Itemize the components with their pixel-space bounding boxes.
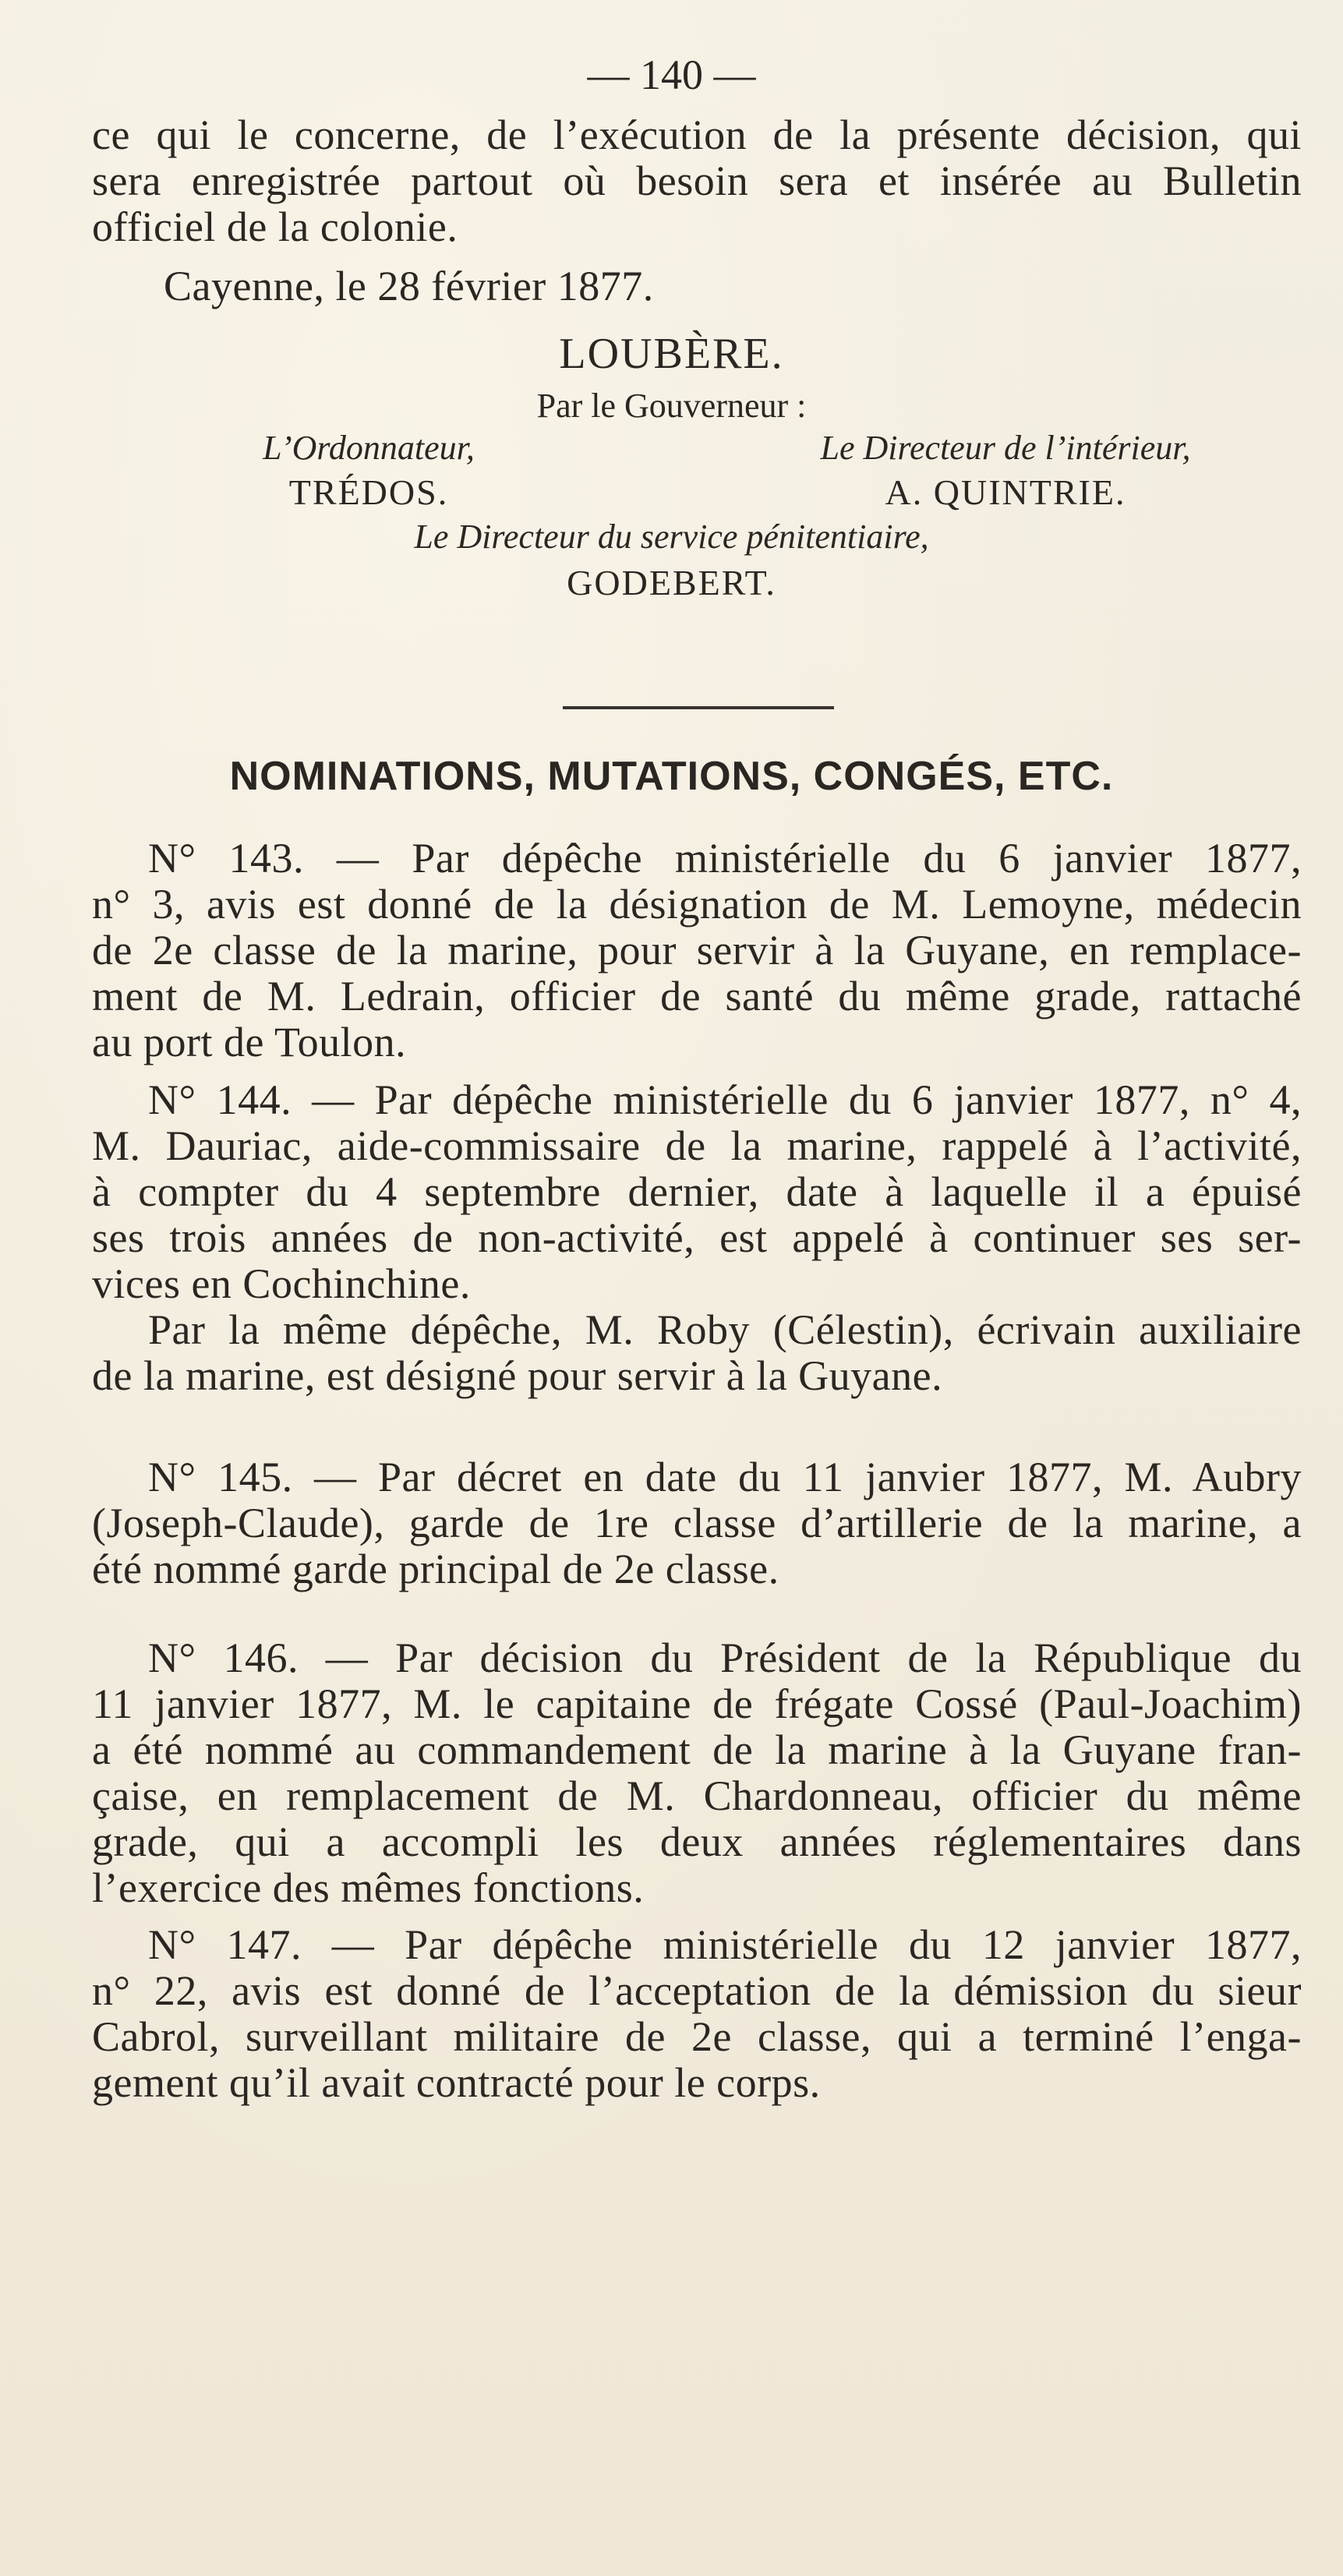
entry-144-continuation	[92, 1307, 1302, 1399]
separator-rule	[563, 706, 834, 709]
by-governor-line: Par le Gouverneur :	[536, 387, 807, 425]
text-line: de la marine, est désigné pour servir à la Guyane.	[92, 1352, 943, 1399]
text-line: a été nommé au commandement de la marine à la Guyane fran-	[92, 1726, 1302, 1773]
text-line: Cabrol, surveillant militaire de 2e classe, qui a terminé l’enga-	[92, 2013, 1302, 2060]
text-line: N° 143. — Par dépêche ministérielle du 6 janvier 1877,	[148, 835, 1302, 882]
penitentiaire-title: Le Directeur du service pénitentiaire,	[414, 518, 929, 556]
governor-signature: LOUBÈRE.	[559, 330, 784, 378]
entry-146	[92, 1635, 1302, 1911]
text-line: gement qu’il avait contracté pour le corps.	[92, 2059, 821, 2106]
text-line: ses trois années de non-activité, est appelé à continuer ses ser-	[92, 1214, 1302, 1261]
text-line: sera enregistrée partout où besoin sera et insérée au Bulletin	[92, 157, 1302, 204]
ordonnateur-title: L’Ordonnateur,	[263, 429, 475, 467]
date-text: Cayenne, le 28 février 1877.	[164, 263, 654, 309]
penitentiaire-name: GODEBERT.	[567, 563, 776, 602]
entry-147	[92, 1922, 1302, 2106]
text-line: grade, qui a accompli les deux années réglementaires dans	[92, 1818, 1302, 1865]
page-number: — 140 —	[587, 51, 756, 98]
text-line: N° 147. — Par dépêche ministérielle du 12 janvier 1877,	[148, 1921, 1302, 1968]
text-line: çaise, en remplacement de M. Chardonneau, officier du même	[92, 1772, 1302, 1819]
intro-paragraph	[92, 112, 1302, 250]
text-line: n° 22, avis est donné de l’acceptation de la démission du sieur	[92, 1967, 1302, 2014]
text-line: officiel de la colonie.	[92, 203, 458, 250]
text-line: au port de Toulon.	[92, 1019, 407, 1065]
text-line: N° 144. — Par dépêche ministérielle du 6 janvier 1877, n° 4,	[148, 1076, 1302, 1123]
ordonnateur-name: TRÉDOS.	[288, 472, 449, 512]
text-line: n° 3, avis est donné de la désignation de M. Lemoyne, médecin	[92, 881, 1302, 928]
text-line: ment de M. Ledrain, officier de santé du même grade, rattaché	[92, 973, 1302, 1019]
entry-144	[92, 1077, 1302, 1307]
text-line: de 2e classe de la marine, pour servir à la Guyane, en remplace-	[92, 927, 1302, 974]
text-line: 11 janvier 1877, M. le capitaine de frégate Cossé (Paul-Joachim)	[92, 1680, 1302, 1727]
text-line: vices en Cochinchine.	[92, 1260, 471, 1307]
date-line	[164, 263, 1177, 309]
interieur-name: A. QUINTRIE.	[885, 472, 1126, 512]
text-line: N° 145. — Par décret en date du 11 janvier 1877, M. Aubry	[148, 1454, 1302, 1500]
text-line: l’exercice des mêmes fonctions.	[92, 1864, 645, 1911]
text-line: N° 146. — Par décision du Président de la République du	[148, 1634, 1302, 1681]
entry-145	[92, 1454, 1302, 1592]
text-line: été nommé garde principal de 2e classe.	[92, 1546, 779, 1592]
text-line: Par la même dépêche, M. Roby (Célestin), écrivain auxiliaire	[148, 1306, 1302, 1353]
text-line: ce qui le concerne, de l’exécution de la présente décision, qui	[92, 111, 1302, 158]
text-line: M. Dauriac, aide-commissaire de la marine, rappelé à l’activité,	[92, 1122, 1302, 1169]
interieur-title: Le Directeur de l’intérieur,	[820, 429, 1191, 467]
section-heading: NOMINATIONS, MUTATIONS, CONGÉS, ETC.	[229, 754, 1114, 799]
text-line: à compter du 4 septembre dernier, date à laquelle il a épuisé	[92, 1168, 1302, 1215]
text-line: (Joseph-Claude), garde de 1re classe d’artillerie de la marine, a	[92, 1500, 1302, 1546]
entry-143	[92, 836, 1302, 1065]
